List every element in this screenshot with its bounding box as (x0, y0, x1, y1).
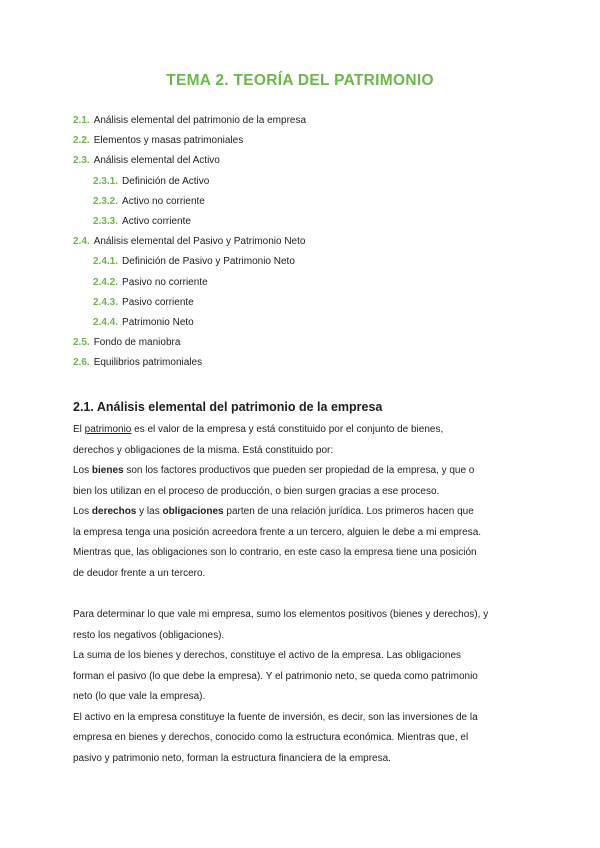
toc-number: 2.4.3. (93, 296, 119, 308)
paragraph (73, 708, 533, 770)
text-span: El activo en la empresa constituye la fuente de inversión, es decir, son las inversiones de la (73, 711, 478, 723)
toc-number: 2.3.1. (93, 175, 119, 187)
toc-label: Pasivo corriente (122, 296, 194, 308)
toc-item (73, 114, 533, 134)
toc-number: 2.5. (73, 337, 90, 349)
toc-label: Equilibrios patrimoniales (93, 357, 203, 369)
toc-number: 2.3.3. (93, 215, 119, 227)
text-span: Mientras que, las obligaciones son lo contrario, en este caso la empresa tiene una posición (73, 547, 477, 558)
page-title: TEMA 2. TEORÍA DEL PATRIMONIO (166, 72, 434, 89)
toc-subitem (73, 255, 533, 275)
bold-term: derechos (91, 506, 137, 517)
toc-subitem (73, 195, 533, 215)
toc-item (73, 356, 533, 376)
paragraph (73, 420, 533, 461)
toc-label: Activo corriente (122, 215, 191, 227)
toc-label: Fondo de maniobra (93, 337, 181, 349)
toc-item (73, 154, 533, 174)
toc-subitem (73, 215, 533, 235)
toc-label: Pasivo no corriente (122, 276, 208, 288)
toc-label: Patrimonio Neto (122, 316, 194, 328)
toc-item (73, 235, 533, 255)
toc-subitem (73, 276, 533, 296)
paragraph (73, 605, 533, 646)
text-span: La suma de los bienes y derechos, constituye el activo de la empresa. Las obligaciones (73, 650, 462, 661)
toc-subitem (73, 316, 533, 336)
toc-label: Definición de Activo (122, 175, 210, 187)
underlined-term: patrimonio (84, 424, 132, 435)
toc-item (73, 134, 533, 154)
toc-number: 2.4.1. (93, 256, 119, 268)
text-span: Para determinar lo que vale mi empresa, sumo los elementos positivos (bienes y derechos), y (73, 609, 489, 620)
toc-subitem (73, 296, 533, 316)
toc-subitem (73, 175, 533, 195)
text-span: bien los utilizan en el proceso de producción, o bien surgen gracias a ese proceso. (73, 485, 440, 497)
toc-label: Definición de Pasivo y Patrimonio Neto (122, 256, 295, 268)
toc-number: 2.6. (73, 357, 90, 369)
text-span: pasivo y patrimonio neto, forman la estructura financiera de la empresa. (73, 752, 391, 764)
toc-number: 2.4. (73, 236, 90, 248)
paragraph (73, 461, 533, 502)
text-span: de deudor frente a un tercero. (73, 567, 206, 579)
text-span: parten de una relación jurídica. Los primeros hacen que (223, 506, 474, 517)
toc-label: Análisis elemental del Activo (93, 155, 220, 167)
bold-term: bienes (91, 465, 124, 476)
text-span: forman el pasivo (lo que debe la empresa). Y el patrimonio neto, se queda como patrimonio (73, 670, 478, 682)
text-span: El (73, 424, 85, 435)
toc-label: Activo no corriente (122, 195, 205, 207)
paragraph (73, 646, 533, 708)
toc-number: 2.4.2. (93, 276, 119, 288)
text-span: son los factores productivos que pueden ser propiedad de la empresa, y que o (123, 465, 475, 476)
text-span: es el valor de la empresa y está constituido por el conjunto de bienes, (131, 424, 444, 435)
toc-label: Análisis elemental del Pasivo y Patrimonio Neto (93, 236, 306, 248)
text-span: derechos y obligaciones de la misma. Está constituido por: (73, 444, 334, 456)
table-of-contents (73, 114, 533, 376)
toc-number: 2.2. (73, 135, 90, 147)
toc-item (73, 336, 533, 356)
text-span: empresa en bienes y derechos, conocido como la estructura económica. Mientras que, el (73, 732, 469, 743)
toc-label: Análisis elemental del patrimonio de la empresa (93, 115, 307, 126)
text-span: Los (73, 465, 92, 476)
toc-number: 2.3.2. (93, 195, 119, 207)
text-span: neto (lo que vale la empresa). (73, 691, 206, 702)
text-span: Los (73, 506, 92, 517)
toc-number: 2.4.4. (93, 316, 119, 328)
toc-label: Elementos y masas patrimoniales (93, 135, 244, 147)
toc-number: 2.1. (73, 115, 90, 126)
bold-term: obligaciones (162, 506, 224, 517)
toc-number: 2.3. (73, 155, 90, 167)
paragraph-gap (73, 584, 533, 605)
section-body (73, 420, 533, 769)
section-heading: 2.1. Análisis elemental del patrimonio de la empresa (73, 400, 383, 414)
text-span: la empresa tenga una posición acreedora frente a un tercero, alguien le debe a mi empresa. (73, 526, 482, 538)
paragraph (73, 502, 533, 584)
text-span: y las (136, 506, 163, 517)
text-span: resto los negativos (obligaciones). (73, 629, 225, 641)
